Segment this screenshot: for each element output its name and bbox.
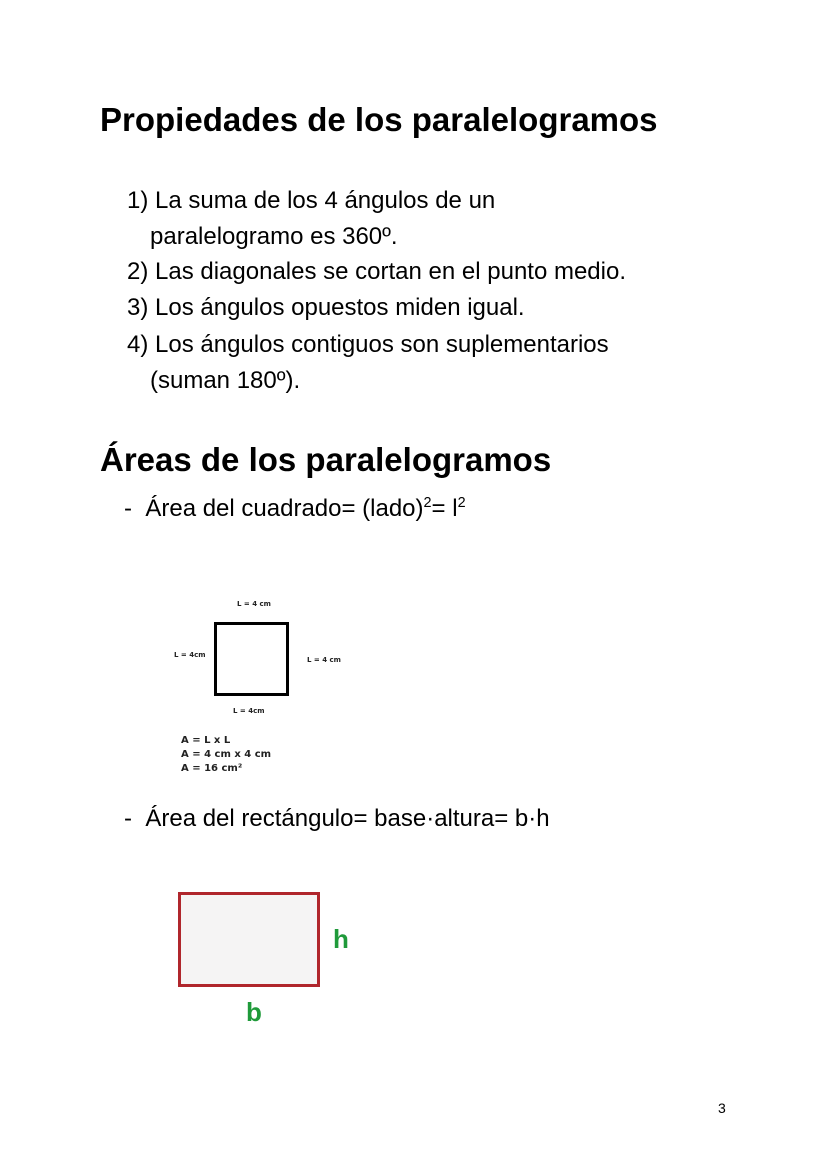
square-area-item — [124, 485, 466, 527]
superscript: 2 — [457, 495, 466, 511]
property-text: Los ángulos contiguos son suplementarios — [155, 331, 609, 358]
square-label-left: L = 4cm — [174, 651, 206, 659]
superscript: 2 — [423, 495, 432, 511]
formula-line: A = 16 cm² — [181, 763, 243, 774]
page-title: Propiedades de los paralelogramos — [100, 101, 658, 138]
list-number: 4) — [127, 331, 149, 358]
property-text: La suma de los 4 ángulos de un — [155, 187, 496, 214]
rectangle-label-b: b — [246, 997, 262, 1027]
formula-line: A = 4 cm x 4 cm — [181, 749, 272, 760]
property-4-continued: (suman 180º). — [150, 367, 301, 394]
square-label-right: L = 4 cm — [307, 656, 341, 664]
list-number: 1) — [127, 187, 149, 214]
rectangle-figure — [178, 892, 320, 987]
formula-line: A = L x L — [181, 735, 231, 746]
square-formula — [181, 734, 271, 776]
page-number: 3 — [718, 1100, 726, 1116]
rectangle-label-h: h — [333, 924, 349, 954]
areas-heading: Áreas de los paralelogramos — [100, 441, 552, 478]
property-text: Los ángulos opuestos miden igual. — [155, 294, 525, 321]
property-1-continued: paralelogramo es 360º. — [150, 223, 398, 250]
bullet: - — [124, 805, 132, 832]
property-2 — [127, 254, 626, 290]
list-number: 2) — [127, 258, 149, 285]
property-1 — [127, 183, 495, 219]
rectangle-area-text: Área del rectángulo= base·altura= b·h — [145, 805, 550, 832]
square-area-text: Área del cuadrado= (lado) — [145, 495, 424, 522]
square-area-text-2: = l — [431, 495, 458, 522]
rectangle-area-item — [124, 801, 550, 837]
property-text: Las diagonales se cortan en el punto medio. — [155, 258, 627, 285]
square-label-top: L = 4 cm — [237, 600, 271, 608]
square-figure — [214, 622, 289, 696]
property-4 — [127, 327, 609, 363]
property-3 — [127, 290, 525, 326]
square-label-bottom: L = 4cm — [233, 707, 265, 715]
list-number: 3) — [127, 294, 149, 321]
bullet: - — [124, 495, 132, 522]
